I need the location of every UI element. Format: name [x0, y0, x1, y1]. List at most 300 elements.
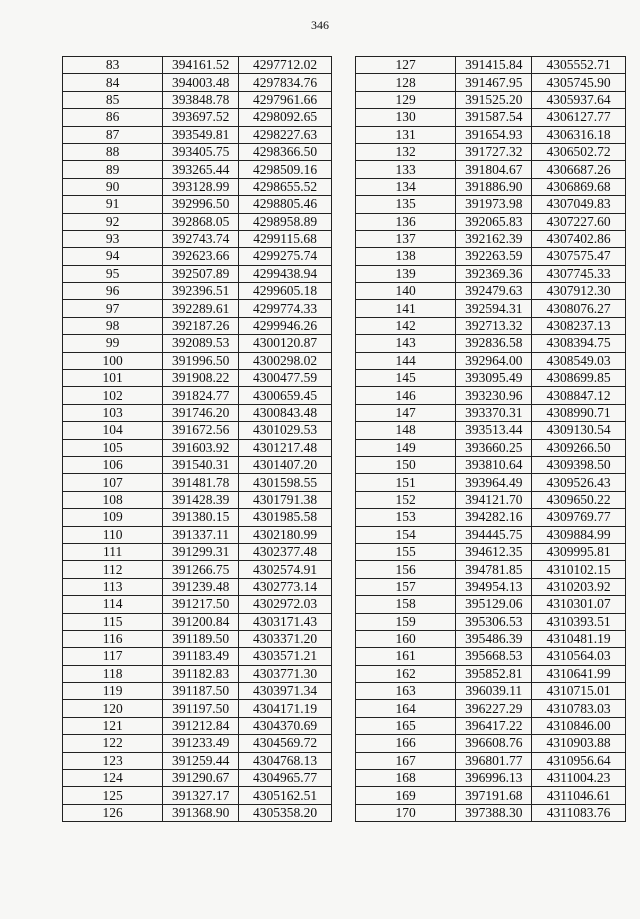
point-number-cell: 93: [63, 230, 163, 247]
point-number-cell: 105: [63, 439, 163, 456]
point-number-cell: 111: [63, 543, 163, 560]
y-coordinate-cell: 4304768.13: [239, 752, 332, 769]
table-row: [356, 370, 626, 387]
point-number-cell: 167: [356, 752, 456, 769]
y-coordinate-cell: 4307049.83: [532, 196, 626, 213]
y-coordinate-cell: 4297712.02: [239, 57, 332, 74]
x-coordinate-cell: 394954.13: [456, 578, 532, 595]
y-coordinate-cell: 4298227.63: [239, 126, 332, 143]
table-row: [63, 317, 332, 334]
y-coordinate-cell: 4308076.27: [532, 300, 626, 317]
x-coordinate-cell: 392065.83: [456, 213, 532, 230]
table-row: [356, 700, 626, 717]
table-row: [356, 543, 626, 560]
x-coordinate-cell: 391200.84: [163, 613, 239, 630]
point-number-cell: 112: [63, 561, 163, 578]
y-coordinate-cell: 4299946.26: [239, 317, 332, 334]
x-coordinate-cell: 395668.53: [456, 648, 532, 665]
point-number-cell: 108: [63, 491, 163, 508]
y-coordinate-cell: 4305162.51: [239, 787, 332, 804]
y-coordinate-cell: 4297834.76: [239, 74, 332, 91]
point-number-cell: 122: [63, 735, 163, 752]
point-number-cell: 107: [63, 474, 163, 491]
x-coordinate-cell: 391368.90: [163, 804, 239, 821]
x-coordinate-cell: 391908.22: [163, 370, 239, 387]
y-coordinate-cell: 4306127.77: [532, 109, 626, 126]
table-row: [356, 387, 626, 404]
point-number-cell: 136: [356, 213, 456, 230]
y-coordinate-cell: 4301217.48: [239, 439, 332, 456]
y-coordinate-cell: 4310203.92: [532, 578, 626, 595]
table-row: [63, 752, 332, 769]
y-coordinate-cell: 4299275.74: [239, 248, 332, 265]
table-row: [356, 196, 626, 213]
table-row: [356, 474, 626, 491]
table-row: [356, 335, 626, 352]
point-number-cell: 165: [356, 717, 456, 734]
coordinate-table-left: [62, 56, 332, 822]
point-number-cell: 83: [63, 57, 163, 74]
x-coordinate-cell: 393128.99: [163, 178, 239, 195]
table-row: [356, 491, 626, 508]
x-coordinate-cell: 392089.53: [163, 335, 239, 352]
x-coordinate-cell: 391197.50: [163, 700, 239, 717]
point-number-cell: 119: [63, 683, 163, 700]
y-coordinate-cell: 4303171.43: [239, 613, 332, 630]
point-number-cell: 161: [356, 648, 456, 665]
y-coordinate-cell: 4300120.87: [239, 335, 332, 352]
point-number-cell: 92: [63, 213, 163, 230]
point-number-cell: 97: [63, 300, 163, 317]
x-coordinate-cell: 393964.49: [456, 474, 532, 491]
y-coordinate-cell: 4302773.14: [239, 578, 332, 595]
x-coordinate-cell: 393405.75: [163, 143, 239, 160]
x-coordinate-cell: 391212.84: [163, 717, 239, 734]
point-number-cell: 130: [356, 109, 456, 126]
y-coordinate-cell: 4310783.03: [532, 700, 626, 717]
table-row: [356, 422, 626, 439]
y-coordinate-cell: 4309398.50: [532, 456, 626, 473]
y-coordinate-cell: 4309650.22: [532, 491, 626, 508]
y-coordinate-cell: 4310301.07: [532, 596, 626, 613]
point-number-cell: 117: [63, 648, 163, 665]
y-coordinate-cell: 4305745.90: [532, 74, 626, 91]
point-number-cell: 101: [63, 370, 163, 387]
y-coordinate-cell: 4302180.99: [239, 526, 332, 543]
y-coordinate-cell: 4305358.20: [239, 804, 332, 821]
x-coordinate-cell: 391183.49: [163, 648, 239, 665]
point-number-cell: 90: [63, 178, 163, 195]
y-coordinate-cell: 4310956.64: [532, 752, 626, 769]
y-coordinate-cell: 4308699.85: [532, 370, 626, 387]
point-number-cell: 99: [63, 335, 163, 352]
table-row: [356, 143, 626, 160]
table-row: [63, 178, 332, 195]
point-number-cell: 98: [63, 317, 163, 334]
point-number-cell: 114: [63, 596, 163, 613]
x-coordinate-cell: 392743.74: [163, 230, 239, 247]
x-coordinate-cell: 393697.52: [163, 109, 239, 126]
x-coordinate-cell: 392187.26: [163, 317, 239, 334]
y-coordinate-cell: 4308237.13: [532, 317, 626, 334]
y-coordinate-cell: 4310846.00: [532, 717, 626, 734]
x-coordinate-cell: 396608.76: [456, 735, 532, 752]
table-row: [356, 317, 626, 334]
x-coordinate-cell: 394161.52: [163, 57, 239, 74]
table-row: [356, 665, 626, 682]
table-row: [63, 526, 332, 543]
point-number-cell: 123: [63, 752, 163, 769]
y-coordinate-cell: 4310393.51: [532, 613, 626, 630]
y-coordinate-cell: 4307227.60: [532, 213, 626, 230]
y-coordinate-cell: 4300477.59: [239, 370, 332, 387]
point-number-cell: 140: [356, 283, 456, 300]
y-coordinate-cell: 4306869.68: [532, 178, 626, 195]
x-coordinate-cell: 393230.96: [456, 387, 532, 404]
point-number-cell: 121: [63, 717, 163, 734]
point-number-cell: 154: [356, 526, 456, 543]
point-number-cell: 127: [356, 57, 456, 74]
table-row: [63, 770, 332, 787]
y-coordinate-cell: 4299605.18: [239, 283, 332, 300]
x-coordinate-cell: 391182.83: [163, 665, 239, 682]
point-number-cell: 168: [356, 770, 456, 787]
y-coordinate-cell: 4309266.50: [532, 439, 626, 456]
point-number-cell: 132: [356, 143, 456, 160]
x-coordinate-cell: 391746.20: [163, 404, 239, 421]
point-number-cell: 89: [63, 161, 163, 178]
y-coordinate-cell: 4298509.16: [239, 161, 332, 178]
point-number-cell: 116: [63, 630, 163, 647]
point-number-cell: 148: [356, 422, 456, 439]
x-coordinate-cell: 391886.90: [456, 178, 532, 195]
table-row: [63, 683, 332, 700]
y-coordinate-cell: 4298655.52: [239, 178, 332, 195]
x-coordinate-cell: 391481.78: [163, 474, 239, 491]
y-coordinate-cell: 4307575.47: [532, 248, 626, 265]
table-row: [63, 352, 332, 369]
point-number-cell: 162: [356, 665, 456, 682]
x-coordinate-cell: 394282.16: [456, 509, 532, 526]
x-coordinate-cell: 391217.50: [163, 596, 239, 613]
table-row: [356, 596, 626, 613]
y-coordinate-cell: 4307745.33: [532, 265, 626, 282]
point-number-cell: 96: [63, 283, 163, 300]
table-row: [356, 230, 626, 247]
x-coordinate-cell: 391415.84: [456, 57, 532, 74]
point-number-cell: 157: [356, 578, 456, 595]
x-coordinate-cell: 391727.32: [456, 143, 532, 160]
y-coordinate-cell: 4306316.18: [532, 126, 626, 143]
y-coordinate-cell: 4308549.03: [532, 352, 626, 369]
y-coordinate-cell: 4301791.38: [239, 491, 332, 508]
point-number-cell: 169: [356, 787, 456, 804]
point-number-cell: 142: [356, 317, 456, 334]
table-row: [63, 717, 332, 734]
y-coordinate-cell: 4299115.68: [239, 230, 332, 247]
y-coordinate-cell: 4309769.77: [532, 509, 626, 526]
y-coordinate-cell: 4300843.48: [239, 404, 332, 421]
x-coordinate-cell: 392507.89: [163, 265, 239, 282]
x-coordinate-cell: 394003.48: [163, 74, 239, 91]
x-coordinate-cell: 394612.35: [456, 543, 532, 560]
table-row: [63, 474, 332, 491]
x-coordinate-cell: 391380.15: [163, 509, 239, 526]
x-coordinate-cell: 391233.49: [163, 735, 239, 752]
table-row: [63, 613, 332, 630]
x-coordinate-cell: 392594.31: [456, 300, 532, 317]
point-number-cell: 151: [356, 474, 456, 491]
table-row: [63, 804, 332, 821]
table-row: [63, 265, 332, 282]
point-number-cell: 156: [356, 561, 456, 578]
point-number-cell: 95: [63, 265, 163, 282]
point-number-cell: 94: [63, 248, 163, 265]
x-coordinate-cell: 392263.59: [456, 248, 532, 265]
table-row: [63, 370, 332, 387]
table-row: [63, 57, 332, 74]
point-number-cell: 84: [63, 74, 163, 91]
x-coordinate-cell: 392396.51: [163, 283, 239, 300]
point-number-cell: 106: [63, 456, 163, 473]
table-row: [63, 74, 332, 91]
point-number-cell: 118: [63, 665, 163, 682]
table-row: [356, 752, 626, 769]
x-coordinate-cell: 393549.81: [163, 126, 239, 143]
point-number-cell: 138: [356, 248, 456, 265]
x-coordinate-cell: 396227.29: [456, 700, 532, 717]
y-coordinate-cell: 4310564.03: [532, 648, 626, 665]
x-coordinate-cell: 392369.36: [456, 265, 532, 282]
x-coordinate-cell: 394121.70: [456, 491, 532, 508]
point-number-cell: 139: [356, 265, 456, 282]
x-coordinate-cell: 392868.05: [163, 213, 239, 230]
y-coordinate-cell: 4303371.20: [239, 630, 332, 647]
point-number-cell: 87: [63, 126, 163, 143]
table-row: [356, 613, 626, 630]
coordinate-table-right: [355, 56, 626, 822]
y-coordinate-cell: 4300298.02: [239, 352, 332, 369]
point-number-cell: 128: [356, 74, 456, 91]
point-number-cell: 109: [63, 509, 163, 526]
y-coordinate-cell: 4301029.53: [239, 422, 332, 439]
y-coordinate-cell: 4311046.61: [532, 787, 626, 804]
x-coordinate-cell: 394445.75: [456, 526, 532, 543]
table-row: [356, 161, 626, 178]
point-number-cell: 150: [356, 456, 456, 473]
table-row: [63, 665, 332, 682]
table-row: [356, 561, 626, 578]
x-coordinate-cell: 396039.11: [456, 683, 532, 700]
point-number-cell: 110: [63, 526, 163, 543]
x-coordinate-cell: 396996.13: [456, 770, 532, 787]
point-number-cell: 144: [356, 352, 456, 369]
point-number-cell: 86: [63, 109, 163, 126]
y-coordinate-cell: 4305937.64: [532, 91, 626, 108]
point-number-cell: 120: [63, 700, 163, 717]
point-number-cell: 153: [356, 509, 456, 526]
point-number-cell: 141: [356, 300, 456, 317]
y-coordinate-cell: 4303571.21: [239, 648, 332, 665]
x-coordinate-cell: 393660.25: [456, 439, 532, 456]
x-coordinate-cell: 393810.64: [456, 456, 532, 473]
point-number-cell: 102: [63, 387, 163, 404]
x-coordinate-cell: 391259.44: [163, 752, 239, 769]
y-coordinate-cell: 4298805.46: [239, 196, 332, 213]
x-coordinate-cell: 391189.50: [163, 630, 239, 647]
table-row: [356, 178, 626, 195]
x-coordinate-cell: 391804.67: [456, 161, 532, 178]
table-row: [63, 91, 332, 108]
table-row: [356, 630, 626, 647]
x-coordinate-cell: 392964.00: [456, 352, 532, 369]
table-row: [63, 439, 332, 456]
x-coordinate-cell: 392479.63: [456, 283, 532, 300]
point-number-cell: 91: [63, 196, 163, 213]
x-coordinate-cell: 391337.11: [163, 526, 239, 543]
table-row: [63, 630, 332, 647]
table-row: [356, 683, 626, 700]
table-row: [356, 300, 626, 317]
table-row: [63, 300, 332, 317]
x-coordinate-cell: 395852.81: [456, 665, 532, 682]
table-row: [63, 126, 332, 143]
y-coordinate-cell: 4301407.20: [239, 456, 332, 473]
point-number-cell: 149: [356, 439, 456, 456]
point-number-cell: 155: [356, 543, 456, 560]
y-coordinate-cell: 4304965.77: [239, 770, 332, 787]
y-coordinate-cell: 4309884.99: [532, 526, 626, 543]
x-coordinate-cell: 391290.67: [163, 770, 239, 787]
x-coordinate-cell: 392623.66: [163, 248, 239, 265]
y-coordinate-cell: 4302377.48: [239, 543, 332, 560]
x-coordinate-cell: 395306.53: [456, 613, 532, 630]
table-row: [356, 91, 626, 108]
table-row: [356, 526, 626, 543]
table-row: [63, 109, 332, 126]
table-row: [63, 735, 332, 752]
table-row: [356, 283, 626, 300]
x-coordinate-cell: 396417.22: [456, 717, 532, 734]
x-coordinate-cell: 397191.68: [456, 787, 532, 804]
y-coordinate-cell: 4299774.33: [239, 300, 332, 317]
x-coordinate-cell: 397388.30: [456, 804, 532, 821]
table-row: [356, 126, 626, 143]
x-coordinate-cell: 392162.39: [456, 230, 532, 247]
y-coordinate-cell: 4305552.71: [532, 57, 626, 74]
x-coordinate-cell: 391266.75: [163, 561, 239, 578]
point-number-cell: 158: [356, 596, 456, 613]
table-row: [356, 109, 626, 126]
y-coordinate-cell: 4310102.15: [532, 561, 626, 578]
table-row: [356, 804, 626, 821]
y-coordinate-cell: 4309995.81: [532, 543, 626, 560]
table-row: [63, 509, 332, 526]
point-number-cell: 159: [356, 613, 456, 630]
table-row: [356, 770, 626, 787]
point-number-cell: 133: [356, 161, 456, 178]
x-coordinate-cell: 393848.78: [163, 91, 239, 108]
point-number-cell: 126: [63, 804, 163, 821]
table-row: [356, 248, 626, 265]
y-coordinate-cell: 4311083.76: [532, 804, 626, 821]
point-number-cell: 164: [356, 700, 456, 717]
y-coordinate-cell: 4311004.23: [532, 770, 626, 787]
x-coordinate-cell: 395486.39: [456, 630, 532, 647]
y-coordinate-cell: 4298366.50: [239, 143, 332, 160]
table-row: [356, 439, 626, 456]
table-body: [356, 57, 626, 822]
table-row: [63, 543, 332, 560]
y-coordinate-cell: 4302972.03: [239, 596, 332, 613]
x-coordinate-cell: 392996.50: [163, 196, 239, 213]
table-row: [63, 648, 332, 665]
point-number-cell: 88: [63, 143, 163, 160]
point-number-cell: 113: [63, 578, 163, 595]
x-coordinate-cell: 391996.50: [163, 352, 239, 369]
table-row: [63, 230, 332, 247]
x-coordinate-cell: 395129.06: [456, 596, 532, 613]
table-row: [63, 491, 332, 508]
x-coordinate-cell: 392836.58: [456, 335, 532, 352]
point-number-cell: 134: [356, 178, 456, 195]
y-coordinate-cell: 4310641.99: [532, 665, 626, 682]
x-coordinate-cell: 391187.50: [163, 683, 239, 700]
y-coordinate-cell: 4310715.01: [532, 683, 626, 700]
table-row: [63, 143, 332, 160]
point-number-cell: 145: [356, 370, 456, 387]
x-coordinate-cell: 391603.92: [163, 439, 239, 456]
point-number-cell: 152: [356, 491, 456, 508]
table-body: [63, 57, 332, 822]
table-row: [63, 387, 332, 404]
x-coordinate-cell: 391973.98: [456, 196, 532, 213]
table-row: [356, 456, 626, 473]
y-coordinate-cell: 4304171.19: [239, 700, 332, 717]
x-coordinate-cell: 391587.54: [456, 109, 532, 126]
y-coordinate-cell: 4301985.58: [239, 509, 332, 526]
x-coordinate-cell: 393513.44: [456, 422, 532, 439]
table-row: [63, 404, 332, 421]
y-coordinate-cell: 4309130.54: [532, 422, 626, 439]
table-row: [63, 596, 332, 613]
x-coordinate-cell: 392713.32: [456, 317, 532, 334]
y-coordinate-cell: 4310903.88: [532, 735, 626, 752]
x-coordinate-cell: 396801.77: [456, 752, 532, 769]
point-number-cell: 124: [63, 770, 163, 787]
table-row: [356, 213, 626, 230]
y-coordinate-cell: 4310481.19: [532, 630, 626, 647]
x-coordinate-cell: 391540.31: [163, 456, 239, 473]
x-coordinate-cell: 392289.61: [163, 300, 239, 317]
y-coordinate-cell: 4308394.75: [532, 335, 626, 352]
point-number-cell: 163: [356, 683, 456, 700]
table-row: [356, 57, 626, 74]
table-row: [63, 248, 332, 265]
y-coordinate-cell: 4300659.45: [239, 387, 332, 404]
y-coordinate-cell: 4306502.72: [532, 143, 626, 160]
x-coordinate-cell: 393370.31: [456, 404, 532, 421]
point-number-cell: 160: [356, 630, 456, 647]
point-number-cell: 131: [356, 126, 456, 143]
y-coordinate-cell: 4298958.89: [239, 213, 332, 230]
table-row: [356, 648, 626, 665]
y-coordinate-cell: 4303971.34: [239, 683, 332, 700]
y-coordinate-cell: 4306687.26: [532, 161, 626, 178]
table-row: [356, 74, 626, 91]
table-row: [356, 787, 626, 804]
table-row: [63, 700, 332, 717]
